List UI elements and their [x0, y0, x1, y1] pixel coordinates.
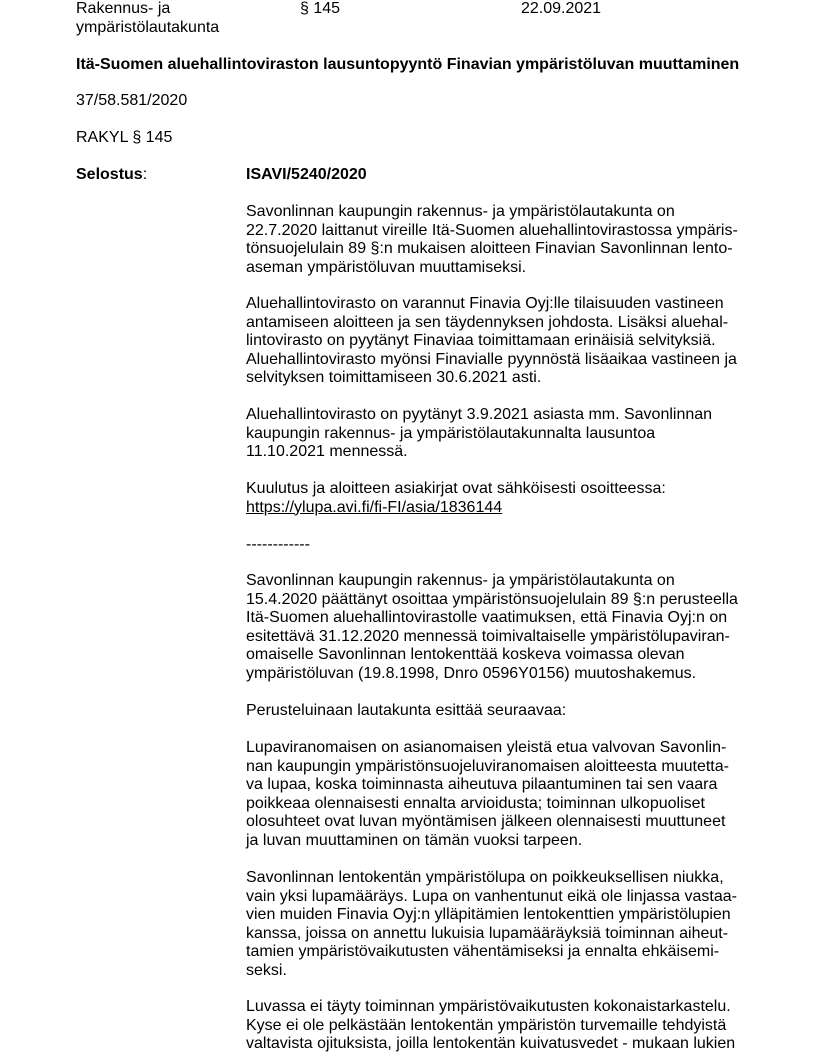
header-date: 22.09.2021 [521, 0, 602, 17]
paragraph-line: valtavista ojituksista, joilla lentokentän kuivatusvedet - mukaan lukien [246, 1035, 736, 1052]
section-reference: RAKYL § 145 [76, 129, 173, 146]
paragraph-line: tönsuojelulain 89 §:n mukaisen aloitteen Finavian Savonlinnan lento- [246, 240, 733, 257]
notice-link[interactable]: https://ylupa.avi.fi/fi-FI/asia/1836144 [246, 498, 503, 516]
paragraph-line: va lupaa, koska toiminnasta aiheutuva pilaantuminen tai sen vaara [246, 776, 718, 793]
paragraph-line: ja luvan muuttaminen on tämän vuoksi tarpeen. [246, 831, 583, 849]
paragraph-line: Itä-Suomen aluehallintovirastolle vaatimuksen, että Finavia Oyj:n on [246, 609, 728, 626]
paragraph-line: vien muiden Finavia Oyj:n ylläpitämien lentokenttien ympäristölupien [246, 906, 731, 923]
paragraph-line: antamiseen aloitteen ja sen täydennyksen johdosta. Lisäksi aluehal- [246, 313, 729, 331]
paragraph-line: lintovirasto on pyytänyt Finaviaa toimittamaan erinäisiä selvityksiä. [246, 332, 716, 349]
paragraph-line: Aluehallintovirasto on varannut Finavia Oyj:lle tilaisuuden vastineen [246, 295, 724, 312]
header-committee [76, 0, 219, 37]
reference-number: 37/58.581/2020 [76, 92, 188, 109]
notice-line: Kuulutus ja aloitteen asiakirjat ovat sähköisesti osoitteessa: [246, 480, 666, 497]
paragraph-line: Aluehallintovirasto myönsi Finavialle pyynnöstä lisäaikaa vastineen ja [246, 350, 737, 368]
paragraph-line: olosuhteet ovat luvan myöntämisen jälkeen olennaisesti muuttuneet [246, 813, 726, 830]
paragraph [246, 998, 746, 1054]
paragraph-line: kanssa, joissa on annettu lukuisia lupamääräyksiä toiminnan aiheut- [246, 924, 729, 942]
selostus-colon: : [142, 166, 148, 183]
paragraph-line: Aluehallintovirasto on pyytänyt 3.9.2021 asiasta mm. Savonlinnan [246, 406, 713, 423]
paragraph [246, 702, 746, 721]
paragraph-line: vain yksi lupamääräys. Lupa on vanhentunut eikä ole linjassa vastaa- [246, 887, 737, 905]
document-title: Itä-Suomen aluehallintoviraston lausuntopyyntö Finavian ympäristöluvan muuttaminen [76, 56, 740, 73]
selostus-label-text: Selostus [76, 166, 143, 183]
paragraph-line: Luvassa ei täyty toiminnan ympäristövaikutusten kokonaistarkastelu. [246, 998, 731, 1015]
paragraph-line: poikkeaa olennaisesti ennalta arvioidusta; toiminnan ulkopuoliset [246, 794, 705, 812]
paragraph [246, 203, 746, 277]
paragraph-line: Savonlinnan lentokentän ympäristölupa on poikkeuksellisen niukka, [246, 869, 724, 886]
paragraph-line: esitettävä 31.12.2020 mennessä toimivaltaiselle ympäristölupaviran- [246, 627, 730, 645]
header-section: § 145 [300, 0, 341, 17]
paragraph [246, 406, 746, 462]
header-committee-line: Rakennus- ja [76, 0, 171, 17]
paragraph-line: omaiselle Savonlinnan lentokenttää koskeva voimassa olevan [246, 646, 685, 663]
paragraph-line: 11.10.2021 mennessä. [246, 443, 408, 460]
paragraph-line: Kyse ei ole pelkästään lentokentän ympäristön turvemaille tehdyistä [246, 1016, 727, 1034]
paragraph [246, 869, 746, 980]
paragraph-line: Perusteluinaan lautakunta esittää seuraavaa: [246, 702, 567, 719]
paragraph [246, 295, 746, 388]
selostus-label [76, 166, 147, 185]
paragraph-line: seksi. [246, 961, 287, 979]
paragraph-line: tamien ympäristövaikutusten vähentämiseksi ja ennalta ehkäisemi- [246, 943, 720, 960]
separator: ------------ [246, 536, 310, 553]
paragraph [246, 572, 746, 683]
paragraph-line: Savonlinnan kaupungin rakennus- ja ympäristölautakunta on [246, 572, 675, 589]
paragraph [246, 739, 746, 850]
paragraph-line: 22.7.2020 laittanut vireille Itä-Suomen aluehallintovirastossa ympäris- [246, 221, 738, 239]
paragraph-line: aseman ympäristöluvan muuttamiseksi. [246, 258, 527, 276]
paragraph-line: selvityksen toimittamiseen 30.6.2021 asti. [246, 369, 542, 386]
paragraph-line: Savonlinnan kaupungin rakennus- ja ympäristölautakunta on [246, 203, 675, 220]
notice-paragraph [246, 480, 746, 517]
case-id: ISAVI/5240/2020 [246, 166, 367, 183]
paragraph-line: 15.4.2020 päättänyt osoittaa ympäristönsuojelulain 89 §:n perusteella [246, 590, 738, 608]
paragraph-line: ympäristöluvan (19.8.1998, Dnro 0596Y0156) muutoshakemus. [246, 664, 697, 682]
header-committee-line: ympäristölautakunta [76, 18, 220, 36]
paragraph-line: Lupaviranomaisen on asianomaisen yleistä etua valvovan Savonlin- [246, 739, 727, 756]
paragraph-line: kaupungin rakennus- ja ympäristölautakunnalta lausuntoa [246, 424, 656, 442]
paragraph-line: nan kaupungin ympäristönsuojeluviranomaisen aloitteesta muutetta- [246, 757, 729, 775]
